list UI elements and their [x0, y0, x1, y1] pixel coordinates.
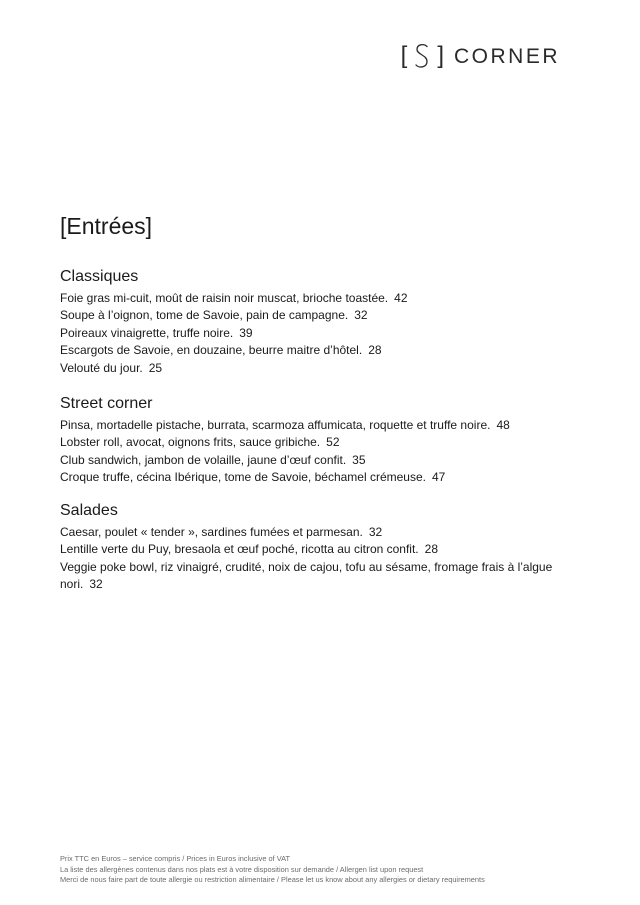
section-classiques	[60, 267, 560, 377]
menu-item	[60, 469, 560, 486]
footer-allergen-note: La liste des allergènes contenus dans nos plats est à votre disposition sur demande / Allergen list upon request	[60, 864, 424, 874]
menu-item	[60, 541, 560, 558]
section-title: Classiques	[60, 268, 139, 285]
item-text: Velouté du jour.	[60, 360, 143, 375]
item-text: Club sandwich, jambon de volaille, jaune d’œuf confit.	[60, 452, 347, 467]
item-price: 42	[394, 291, 408, 305]
menu-item	[60, 360, 560, 377]
section-title: Street corner	[60, 395, 153, 412]
item-text: Foie gras mi-cuit, moût de raisin noir muscat, brioche toastée.	[60, 291, 389, 305]
item-text: Caesar, poulet « tender », sardines fumées et parmesan.	[60, 525, 363, 539]
logo-bracket-right: ]	[437, 42, 444, 69]
item-price: 48	[496, 418, 510, 432]
footer-notes	[60, 854, 485, 886]
s-monogram-icon	[413, 42, 431, 70]
item-text: Croque truffe, cécina Ibérique, tome de Savoie, béchamel crémeuse.	[60, 470, 426, 485]
item-text: Escargots de Savoie, en douzaine, beurre maitre d’hôtel.	[60, 343, 363, 358]
item-price: 28	[424, 542, 438, 557]
section-street-corner	[60, 394, 560, 487]
menu-item	[60, 452, 560, 469]
item-price: 39	[239, 325, 253, 340]
item-price: 47	[431, 470, 446, 485]
menu-item	[60, 559, 560, 594]
item-price: 28	[368, 343, 382, 358]
item-text: Lentille verte du Puy, bresaola et œuf poché, ricotta au citron confit.	[60, 542, 419, 557]
logo-wordmark: CORNER	[453, 44, 560, 68]
menu-item	[60, 325, 560, 342]
logo-bracket-left: [	[400, 42, 408, 69]
corner-logo	[401, 42, 560, 70]
menu-item	[60, 434, 560, 451]
footer-allergy-request: Merci de nous faire part de toute allergie ou restriction alimentaire / Please let us know about any allergies or dietary requirements	[60, 875, 485, 884]
item-text: Lobster roll, avocat, oignons frits, sauce gribiche.	[60, 435, 321, 450]
menu-item	[60, 524, 560, 541]
item-price: 52	[326, 435, 340, 450]
item-text: Poireaux vinaigrette, truffe noire.	[60, 325, 234, 340]
item-price: 35	[352, 452, 366, 467]
item-text: Soupe à l’oignon, tome de Savoie, pain de campagne.	[60, 308, 349, 323]
item-price: 25	[148, 360, 163, 375]
menu-item	[60, 307, 560, 324]
menu-item	[60, 342, 560, 359]
footer-price-note: Prix TTC en Euros – service compris / Prices in Euros inclusive of VAT	[60, 854, 290, 863]
item-text: Pinsa, mortadelle pistache, burrata, scarmoza affumicata, roquette et truffe noire.	[60, 418, 491, 432]
item-price: 32	[354, 308, 368, 323]
item-price: 32	[368, 525, 383, 539]
section-title: Salades	[60, 502, 118, 519]
menu-item	[60, 290, 560, 307]
item-text: Veggie poke bowl, riz vinaigré, crudité, noix de cajou, tofu au sésame, fromage frais à l’algue nori.	[60, 559, 553, 592]
menu-item	[60, 417, 560, 434]
item-price: 32	[89, 577, 103, 592]
page-title: [Entrées]	[60, 213, 153, 239]
section-salades	[60, 501, 560, 594]
